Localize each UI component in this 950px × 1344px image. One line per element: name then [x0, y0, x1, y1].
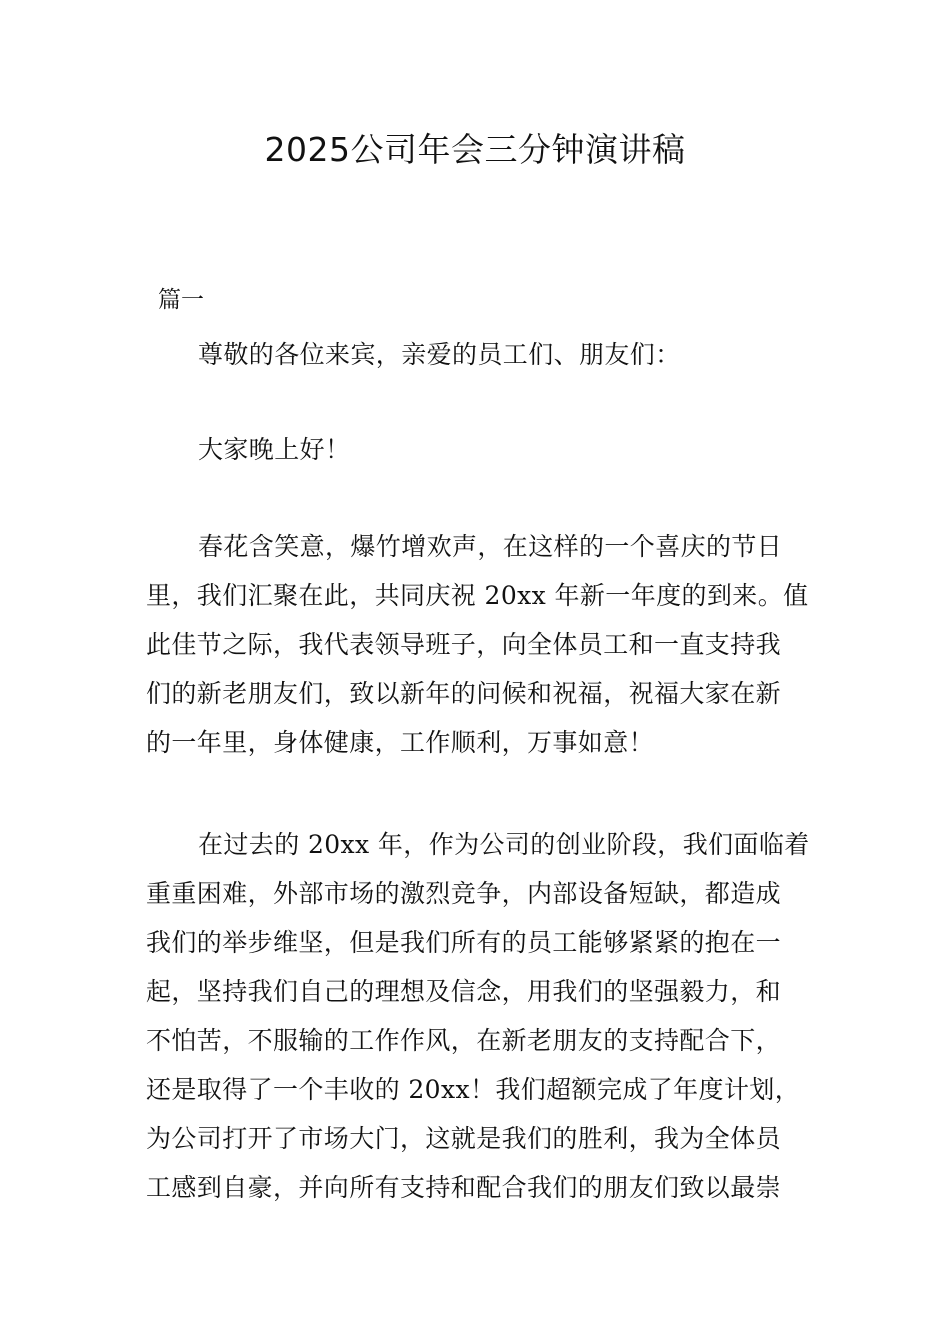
paragraph-new-year-wishes — [146, 522, 810, 767]
paragraph-past-year-review — [146, 820, 810, 1212]
paragraph-line: 工感到自豪，并向所有支持和配合我们的朋友们致以最崇 — [146, 1173, 782, 1202]
paragraph-line: 此佳节之际，我代表领导班子，向全体员工和一直支持我 — [146, 630, 782, 659]
document-title: 2025公司年会三分钟演讲稿 — [264, 130, 686, 169]
paragraph-line: 为公司打开了市场大门，这就是我们的胜利，我为全体员 — [146, 1124, 782, 1153]
paragraph-line: 我们的举步维坚，但是我们所有的员工能够紧紧的抱在一 — [146, 928, 782, 957]
section-label: 篇一 — [158, 287, 204, 313]
paragraph-good-evening — [146, 425, 810, 474]
paragraph-line: 的一年里，身体健康，工作顺利，万事如意！ — [146, 728, 655, 757]
paragraph-line: 还是取得了一个丰收的 20xx！我们超额完成了年度计划， — [146, 1075, 801, 1104]
paragraph-line: 重重困难，外部市场的激烈竞争，内部设备短缺，都造成 — [146, 879, 782, 908]
paragraph-line: 在过去的 20xx 年，作为公司的创业阶段，我们面临着 — [198, 830, 810, 859]
paragraph-greeting — [146, 330, 810, 379]
paragraph-line: 春花含笑意，爆竹增欢声，在这样的一个喜庆的节日 — [198, 532, 783, 561]
paragraph-line: 们的新老朋友们，致以新年的问候和祝福，祝福大家在新 — [146, 679, 782, 708]
paragraph-line: 起，坚持我们自己的理想及信念，用我们的坚强毅力，和 — [146, 977, 782, 1006]
paragraph-line: 不怕苦，不服输的工作作风，在新老朋友的支持配合下， — [146, 1026, 782, 1055]
paragraph-line: 大家晚上好！ — [198, 435, 351, 464]
paragraph-line: 尊敬的各位来宾，亲爱的员工们、朋友们： — [198, 340, 681, 369]
paragraph-line: 里，我们汇聚在此，共同庆祝 20xx 年新一年度的到来。值 — [146, 581, 809, 610]
